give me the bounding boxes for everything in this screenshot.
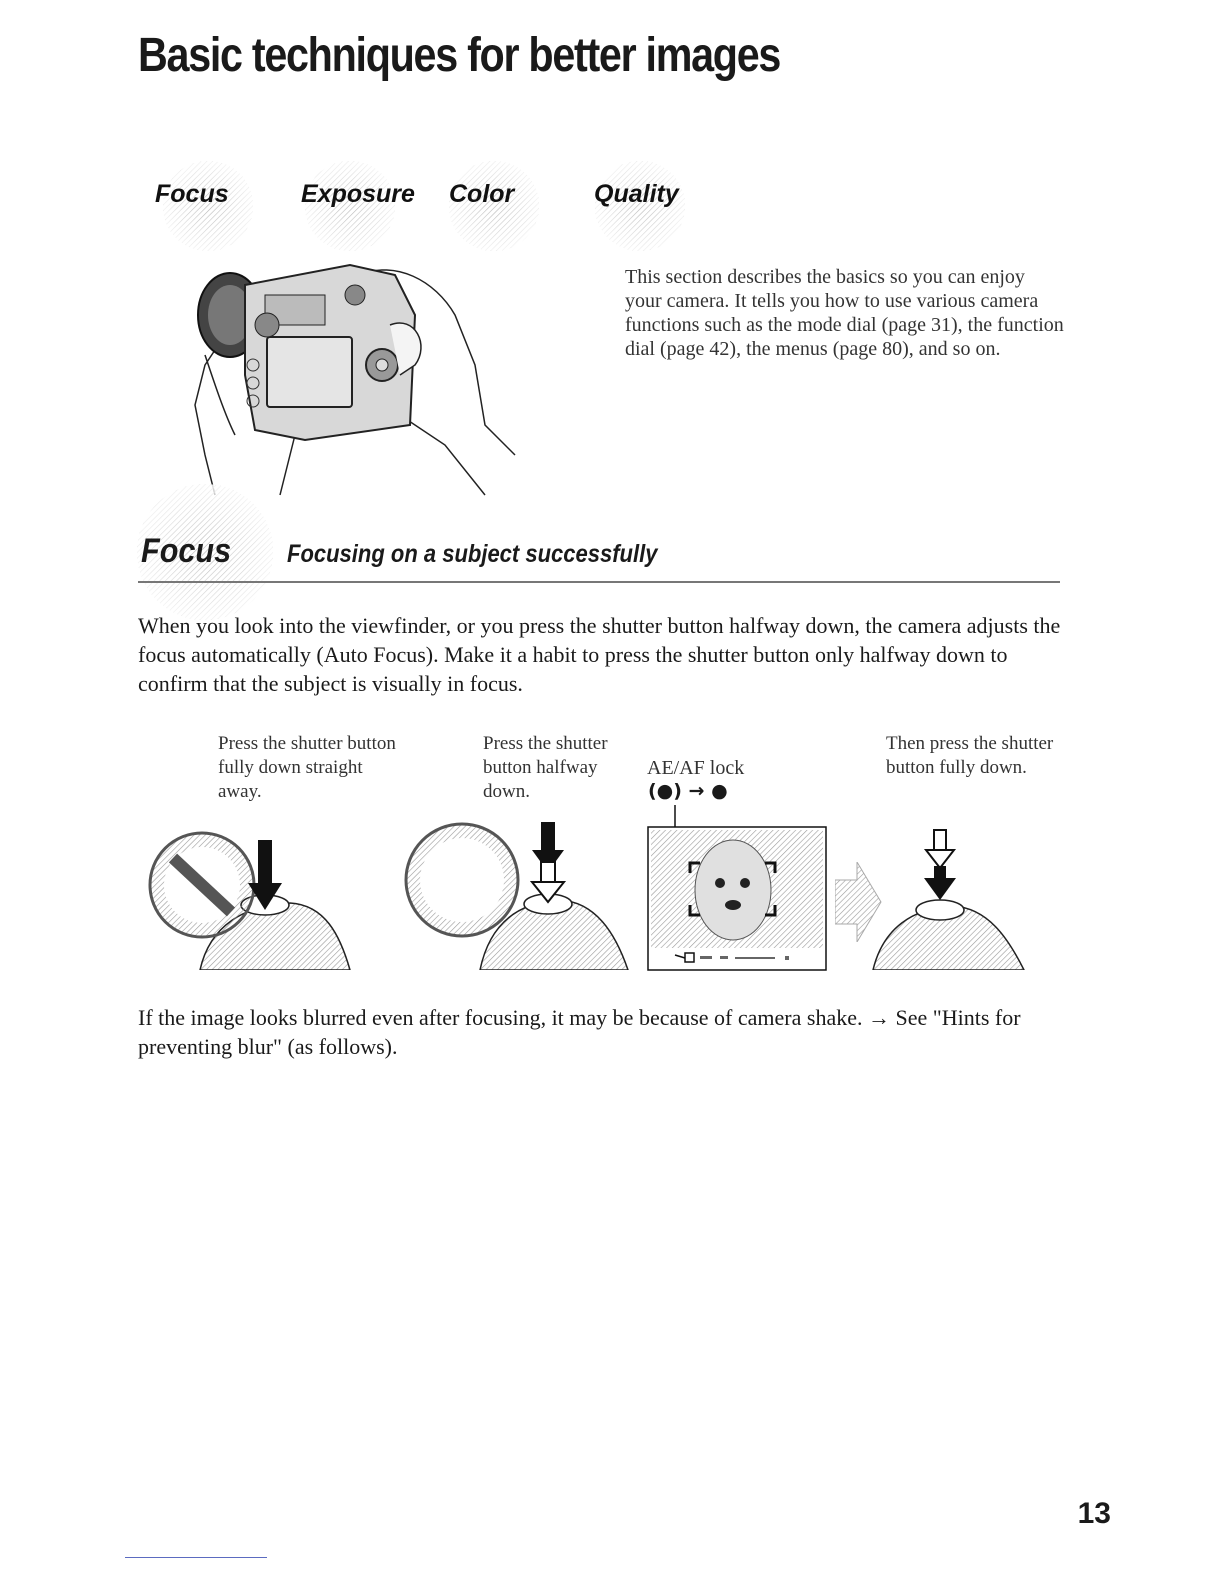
tab-quality: Quality bbox=[594, 180, 679, 208]
intro-paragraph: This section describes the basics so you can enjoy your camera. It tells you how to use various camera functions such as the mode dial (page 31), the function dial (page 42), the menus (page 80), and so on. bbox=[625, 266, 1064, 360]
section-subtitle: Focusing on a subject successfully bbox=[287, 540, 658, 568]
camera-illustration bbox=[185, 255, 525, 500]
arrow-down-icon bbox=[924, 830, 956, 900]
section-rule bbox=[138, 581, 1060, 583]
caption-half: Press the shutter button halfway down. bbox=[483, 733, 608, 802]
focus-indicator: (●) → ● bbox=[648, 780, 728, 802]
page-number: 13 bbox=[1077, 1497, 1111, 1530]
tab-exposure: Exposure bbox=[301, 180, 415, 208]
half-press-illustration bbox=[400, 812, 630, 970]
tab-focus: Focus bbox=[155, 180, 229, 208]
wrong-press-illustration bbox=[140, 815, 355, 970]
footer-divider bbox=[125, 1557, 267, 1558]
caption-full: Then press the shutter button fully down. bbox=[886, 733, 1054, 778]
prohibited-icon bbox=[150, 833, 254, 937]
caption-wrong: Press the shutter button fully down straight away. bbox=[218, 733, 396, 802]
conclusion-text: If the image looks blurred even after focusing, it may be because of camera shake. → See "Hints for preventing blur" (as follows). bbox=[138, 1005, 1021, 1059]
arrow-down-icon bbox=[532, 822, 564, 902]
full-press-illustration bbox=[868, 828, 1028, 970]
section-body: When you look into the viewfinder, or you press the shutter button halfway down, the camera adjusts the focus automatically (Auto Focus). Make it a habit to press the shutter button only halfway down to confirm that the subject is visually in focus. bbox=[138, 613, 1061, 696]
section-focus-label: Focus bbox=[141, 532, 232, 570]
tab-circles bbox=[0, 0, 1224, 260]
tab-color: Color bbox=[449, 180, 515, 208]
viewfinder-illustration bbox=[645, 805, 830, 973]
page-title: Basic techniques for better images bbox=[138, 29, 781, 82]
caption-aeaf-lock: AE/AF lock bbox=[647, 757, 745, 779]
ok-circle-icon bbox=[406, 824, 518, 936]
